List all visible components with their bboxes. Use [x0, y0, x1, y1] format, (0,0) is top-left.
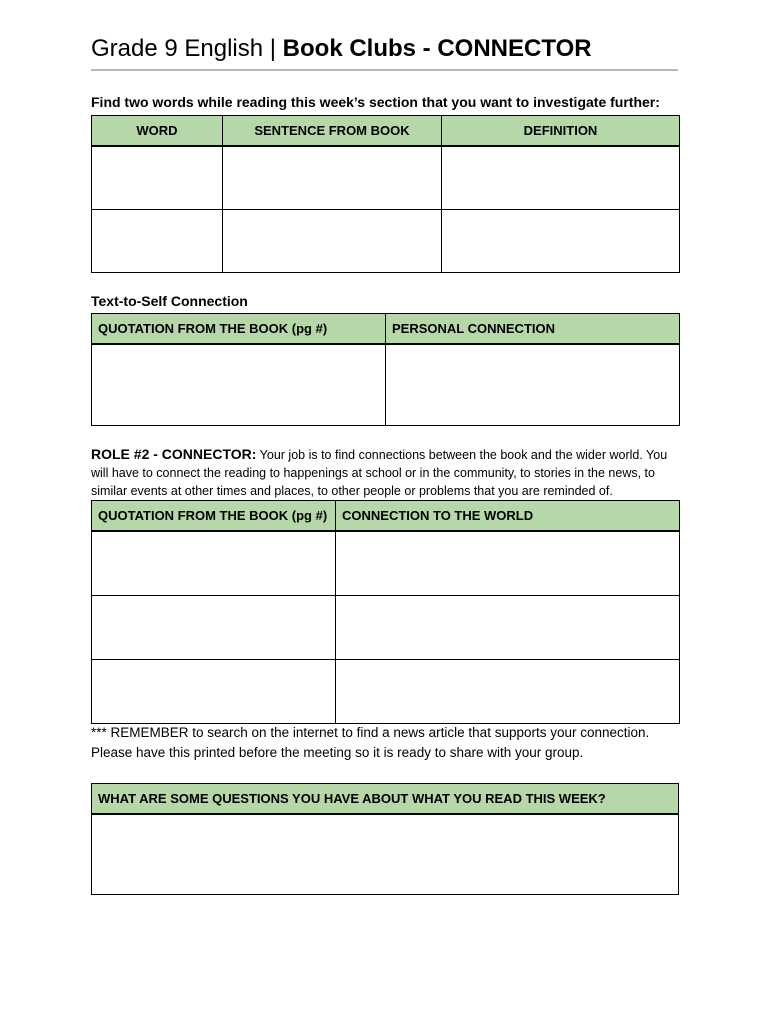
role-text: Your job is to find connections between the book and the wider world. You will have to connect the reading to happenings at school or in the community, to stories in the news, to similar events at other times and places, to other people or problems that you are reminded of. — [91, 448, 668, 498]
role-description — [91, 445, 681, 500]
text-to-self-table — [91, 313, 680, 426]
vocab-definition-cell[interactable] — [442, 146, 680, 209]
world-header-connection: CONNECTION TO THE WORLD — [336, 501, 680, 532]
world-quotation-cell[interactable] — [92, 531, 336, 595]
vocab-word-cell[interactable] — [92, 146, 223, 209]
vocab-header-definition: DEFINITION — [442, 116, 680, 147]
reminder-line-2: Please have this printed before the meeting so it is ready to share with your group. — [91, 745, 584, 760]
table-row — [92, 146, 680, 209]
page-title — [91, 34, 592, 64]
page-title-course: Grade 9 English | — [91, 35, 283, 62]
table-row — [92, 209, 680, 272]
vocab-header-word: WORD — [92, 116, 223, 147]
table-row — [92, 344, 680, 425]
questions-header: WHAT ARE SOME QUESTIONS YOU HAVE ABOUT WHAT YOU READ THIS WEEK? — [92, 784, 679, 815]
vocab-definition-cell[interactable] — [442, 209, 680, 272]
world-connection-cell[interactable] — [336, 595, 680, 659]
vocab-sentence-cell[interactable] — [223, 209, 442, 272]
world-connection-table — [91, 500, 680, 724]
world-quotation-cell[interactable] — [92, 595, 336, 659]
self-personal-cell[interactable] — [386, 344, 680, 425]
world-header-quotation: QUOTATION FROM THE BOOK (pg #) — [92, 501, 336, 532]
reminder-note — [91, 723, 691, 763]
table-row — [92, 814, 679, 894]
world-connection-cell[interactable] — [336, 659, 680, 723]
vocab-table — [91, 115, 680, 273]
vocab-header-sentence: SENTENCE FROM BOOK — [223, 116, 442, 147]
vocab-sentence-cell[interactable] — [223, 146, 442, 209]
table-row — [92, 659, 680, 723]
world-connection-cell[interactable] — [336, 531, 680, 595]
self-header-personal: PERSONAL CONNECTION — [386, 314, 680, 345]
table-row — [92, 595, 680, 659]
vocab-instruction: Find two words while reading this week’s section that you want to investigate further: — [91, 94, 660, 110]
text-to-self-label: Text-to-Self Connection — [91, 293, 248, 309]
vocab-word-cell[interactable] — [92, 209, 223, 272]
reminder-line-1: *** REMEMBER to search on the internet to find a news article that supports your connection. — [91, 725, 650, 740]
questions-answer-cell[interactable] — [92, 814, 679, 894]
page-title-role: Book Clubs - CONNECTOR — [282, 35, 592, 62]
table-row — [92, 531, 680, 595]
title-divider — [91, 69, 678, 71]
self-header-quotation: QUOTATION FROM THE BOOK (pg #) — [92, 314, 386, 345]
role-label: ROLE #2 - CONNECTOR: — [91, 446, 257, 462]
self-quotation-cell[interactable] — [92, 344, 386, 425]
questions-table — [91, 783, 679, 895]
world-quotation-cell[interactable] — [92, 659, 336, 723]
